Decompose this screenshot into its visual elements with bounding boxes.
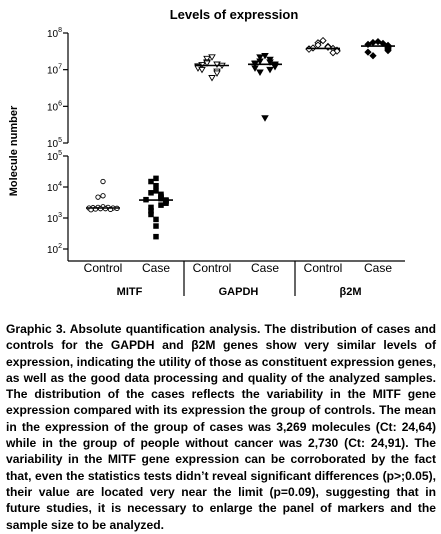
y-tick-label: $10^7$ xyxy=(47,63,63,77)
data-point xyxy=(209,76,215,81)
y-axis-label: Molecule number xyxy=(8,105,20,197)
y-tick-label: $10^8$ xyxy=(47,27,63,40)
y-tick-labels xyxy=(47,27,62,256)
data-points xyxy=(87,38,391,239)
data-point xyxy=(154,217,159,222)
category-label: Case xyxy=(363,261,393,275)
data-point xyxy=(199,67,205,72)
axes xyxy=(63,33,405,296)
category-label: Control xyxy=(192,261,232,275)
data-point xyxy=(96,195,100,199)
data-point xyxy=(154,234,159,239)
data-point xyxy=(164,201,169,206)
data-point xyxy=(267,67,273,72)
figure-caption: Graphic 3. Absolute quantification analysis. The distribution of cases and controls for the GAPDH and β2M genes show very similar levels of expression, indicating the utility of those as constituent expression genes, as well as the good data processing and quality of the analyzed samples. The distribution of the cases reflects the variability in the MITF gene expression compared with its expression the group of controls. The mean in the expression of the group of cases was 3,269 molecules (Ct: 24,64) while in the group of people without cancer was 2,730 (Ct: 24,91). The variability in the MITF gene expression can be corroborated by the fact that, even the statistics tests didn’t reveal significant differences (p>;0.05), their value are located very near the limit (p=0.09), suggesting that in future studies, it is necessary to enlarge the panel of markers and the sample size to be analyzed. xyxy=(6,322,436,532)
category-label: Control xyxy=(83,261,123,275)
data-point xyxy=(154,183,159,188)
median-lines xyxy=(86,46,395,208)
y-tick-label: $10^5$ xyxy=(47,150,63,163)
data-point xyxy=(262,116,268,121)
data-point xyxy=(149,179,154,184)
data-point xyxy=(101,179,105,183)
data-point xyxy=(365,49,371,55)
y-tick-label: $10^4$ xyxy=(47,181,63,194)
data-point xyxy=(159,203,164,208)
data-point xyxy=(257,70,263,75)
data-point xyxy=(154,176,159,181)
gene-label: MITF xyxy=(116,286,143,298)
gene-label: GAPDH xyxy=(218,286,259,298)
category-label: Control xyxy=(303,261,343,275)
category-label: Case xyxy=(250,261,280,275)
y-tick-label: $10^5$ xyxy=(47,137,63,150)
y-tick-label: $10^3$ xyxy=(47,212,63,225)
y-tick-label: $10^6$ xyxy=(47,100,63,114)
chart-title: Levels of expression xyxy=(169,7,299,22)
data-point xyxy=(101,194,105,198)
x-axis-labels xyxy=(84,261,393,298)
data-point xyxy=(154,189,159,194)
y-tick-label: $10^2$ xyxy=(47,243,63,256)
gene-label: β2M xyxy=(339,286,362,298)
data-point xyxy=(149,190,154,195)
category-label: Case xyxy=(141,261,171,275)
data-point xyxy=(149,212,154,217)
data-point xyxy=(154,224,159,229)
data-point xyxy=(370,53,376,59)
